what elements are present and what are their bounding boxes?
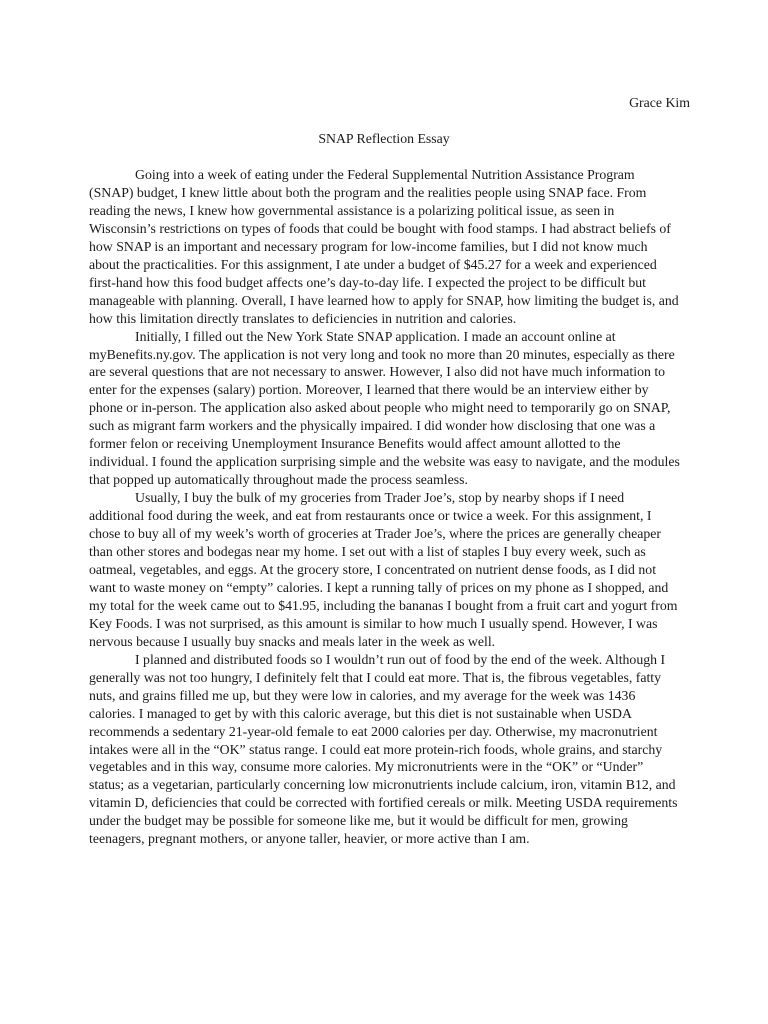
paragraph: I planned and distributed foods so I wouldn’t run out of food by the end of the week. Although I generally was not too hungry, I definitely felt that I could eat more. That is, the fibrous vegetables, fatty nuts, and grains filled me up, but they were low in calories, and my average for the week was 1436 calories. I managed to get by with this caloric average, but this diet is not sustainable when USDA recommends a sedentary 21-year-old female to eat 2000 calories per day. Otherwise, my macronutrient intakes were all in the “OK” status range. I could eat more protein-rich foods, whole grains, and starchy vegetables and in this way, consume more calories. My micronutrients were in the “OK” or “Under” status; as a vegetarian, particularly concerning low micronutrients include calcium, iron, vitamin B12, and vitamin D, deficiencies that could be corrected with fortified cereals or milk. Meeting USDA requirements under the budget may be possible for someone like me, but it would be difficult for men, growing teenagers, pregnant mothers, or anyone taller, heavier, or more active than I am. (89, 651, 678, 847)
paragraph: Usually, I buy the bulk of my groceries from Trader Joe’s, stop by nearby shops if I need additional food during the week, and eat from restaurants once or twice a week. For this assignment, I chose to buy all of my week’s worth of groceries at Trader Joe’s, where the prices are generally cheaper than other stores and bodegas near my home. I set out with a list of staples I buy every week, such as oatmeal, vegetables, and eggs. At the grocery store, I concentrated on nutrient dense foods, as I did not want to waste money on “empty” calories. I kept a running tally of prices on my phone as I shopped, and my total for the week came out to $41.95, including the bananas I bought from a fruit cart and yogurt from Key Foods. I was not surprised, as this amount is similar to how much I usually spend. However, I was nervous because I usually buy snacks and meals later in the week as well. (89, 490, 678, 649)
paragraph: Initially, I filled out the New York State SNAP application. I made an account online at myBenefits.ny.gov. The application is not very long and took no more than 20 minutes, especially as there are several questions that are not necessary to answer. However, I also did not have much information to enter for the expenses (salary) portion. Moreover, I learned that there would be an interview either by phone or in-person. The application also asked about people who might need to temporarily go on SNAP, such as migrant farm workers and the physically impaired. I did wonder how disclosing that one was a former felon or receiving Unemployment Insurance Benefits would affect amount allotted to the individual. I found the application surprising simple and the website was easy to navigate, and the modules that popped up automatically throughout made the process seamless. (89, 328, 680, 488)
essay-body (89, 166, 681, 848)
essay-title: SNAP Reflection Essay (318, 131, 450, 146)
paragraph: Going into a week of eating under the Federal Supplemental Nutrition Assistance Program (SNAP) budget, I knew little about both the program and the realities people using SNAP face. From reading the news, I knew how governmental assistance is a polarizing political issue, as seen in Wisconsin’s restrictions on types of foods that could be bought with food stamps. I had abstract beliefs of how SNAP is an important and necessary program for low-income families, but I did not know much about the practicalities. For this assignment, I ate under a budget of $45.27 for a week and experienced first-hand how this food budget affects one’s day-to-day life. I expected the project to be difficult but manageable with planning. Overall, I have learned how to apply for SNAP, how limiting the budget is, and how this limitation directly translates to deficiencies in nutrition and calories. (89, 167, 679, 326)
author-name: Grace Kim (629, 95, 690, 110)
